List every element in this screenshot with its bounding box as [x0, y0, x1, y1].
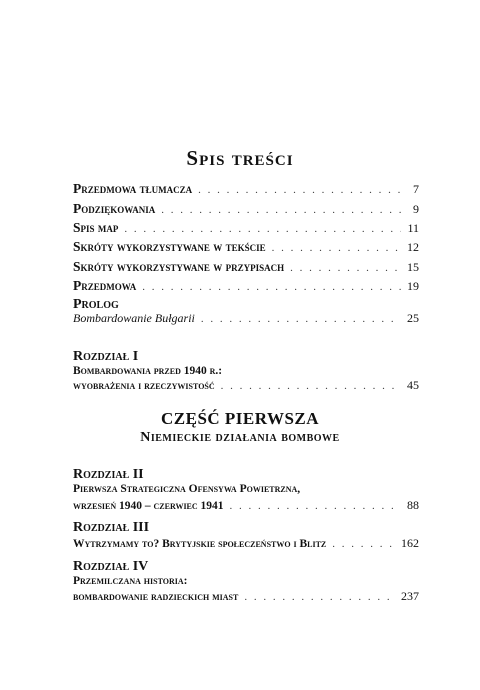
toc-entry-abbreviations-text[interactable]: [73, 238, 419, 257]
toc-entry-chapter-1[interactable]: [73, 377, 419, 395]
toc-entry-label: Wytrzymamy to? Brytyjskie społeczeństwo i Blitz: [73, 538, 327, 550]
toc-page-number: 237: [401, 589, 419, 603]
dot-leader: [290, 260, 401, 277]
chapter-3-heading: Rozdział III: [73, 520, 150, 535]
dot-leader: [124, 221, 401, 238]
prolog-heading: Prolog: [73, 297, 119, 312]
toc-entry-label: Skróty wykorzystywane w przypisach: [73, 259, 285, 274]
part-1-title: CZĘŚĆ PIERWSZA: [160, 409, 320, 428]
toc-entry-translator-preface[interactable]: [73, 180, 419, 199]
toc-page-number: 12: [407, 240, 419, 254]
toc-entry-acknowledgements[interactable]: [73, 200, 419, 219]
dot-leader: [201, 311, 401, 328]
toc-entry-label: wrzesień 1940 – czerwiec 1941: [73, 500, 224, 512]
chapter-4-heading: Rozdział IV: [73, 559, 149, 574]
dot-leader: [272, 240, 401, 257]
dot-leader: [161, 202, 407, 219]
dot-leader: [221, 378, 401, 395]
chapter-2-heading: Rozdział II: [73, 467, 144, 482]
dot-leader: [142, 279, 401, 296]
toc-entry-preface[interactable]: [73, 277, 419, 296]
part-1-subtitle: Niemieckie działania bombowe: [140, 430, 340, 445]
toc-page-number: 19: [407, 279, 419, 293]
toc-entry-label: Spis map: [73, 220, 119, 235]
toc-entry-label: Skróty wykorzystywane w tekście: [73, 239, 266, 254]
toc-entry-label: Przedmowa tłumacza: [73, 181, 193, 196]
chapter-4-title-line-1: Przemilczana historia:: [73, 575, 188, 587]
page-title: Spis treści: [186, 146, 294, 170]
toc-page-number: 15: [407, 260, 419, 274]
toc-entry-label: Bombardowanie Bułgarii: [73, 311, 195, 325]
chapter-1-title-line-1: Bombardowania przed 1940 r.:: [73, 365, 223, 377]
toc-entry-abbreviations-footnotes[interactable]: [73, 258, 419, 277]
toc-page-number: 11: [407, 221, 419, 235]
toc-page-number: 7: [413, 182, 419, 196]
toc-page-number: 45: [407, 378, 419, 392]
dot-leader: [230, 498, 401, 515]
chapter-2-title-line-1: Pierwsza Strategiczna Ofensywa Powietrzna,: [73, 483, 301, 495]
toc-entry-label: bombardowanie radzieckich miast: [73, 591, 239, 603]
dot-leader: [332, 536, 395, 553]
toc-entry-prolog[interactable]: [73, 310, 419, 328]
toc-page-number: 162: [401, 536, 419, 550]
toc-page-number: 88: [407, 498, 419, 512]
toc-page-number: 25: [407, 311, 419, 325]
toc-entry-chapter-3[interactable]: [73, 535, 419, 553]
toc-entry-chapter-2[interactable]: [73, 497, 419, 515]
chapter-1-heading: Rozdział I: [73, 349, 139, 364]
toc-entry-chapter-4[interactable]: [73, 588, 419, 606]
toc-page-number: 9: [413, 202, 419, 216]
dot-leader: [244, 589, 395, 606]
toc-entry-label: Przedmowa: [73, 278, 137, 293]
toc-entry-label: Podziękowania: [73, 201, 156, 216]
toc-entry-label: wyobrażenia i rzeczywistość: [73, 380, 215, 392]
toc-entry-maps[interactable]: [73, 219, 419, 238]
dot-leader: [198, 182, 407, 199]
